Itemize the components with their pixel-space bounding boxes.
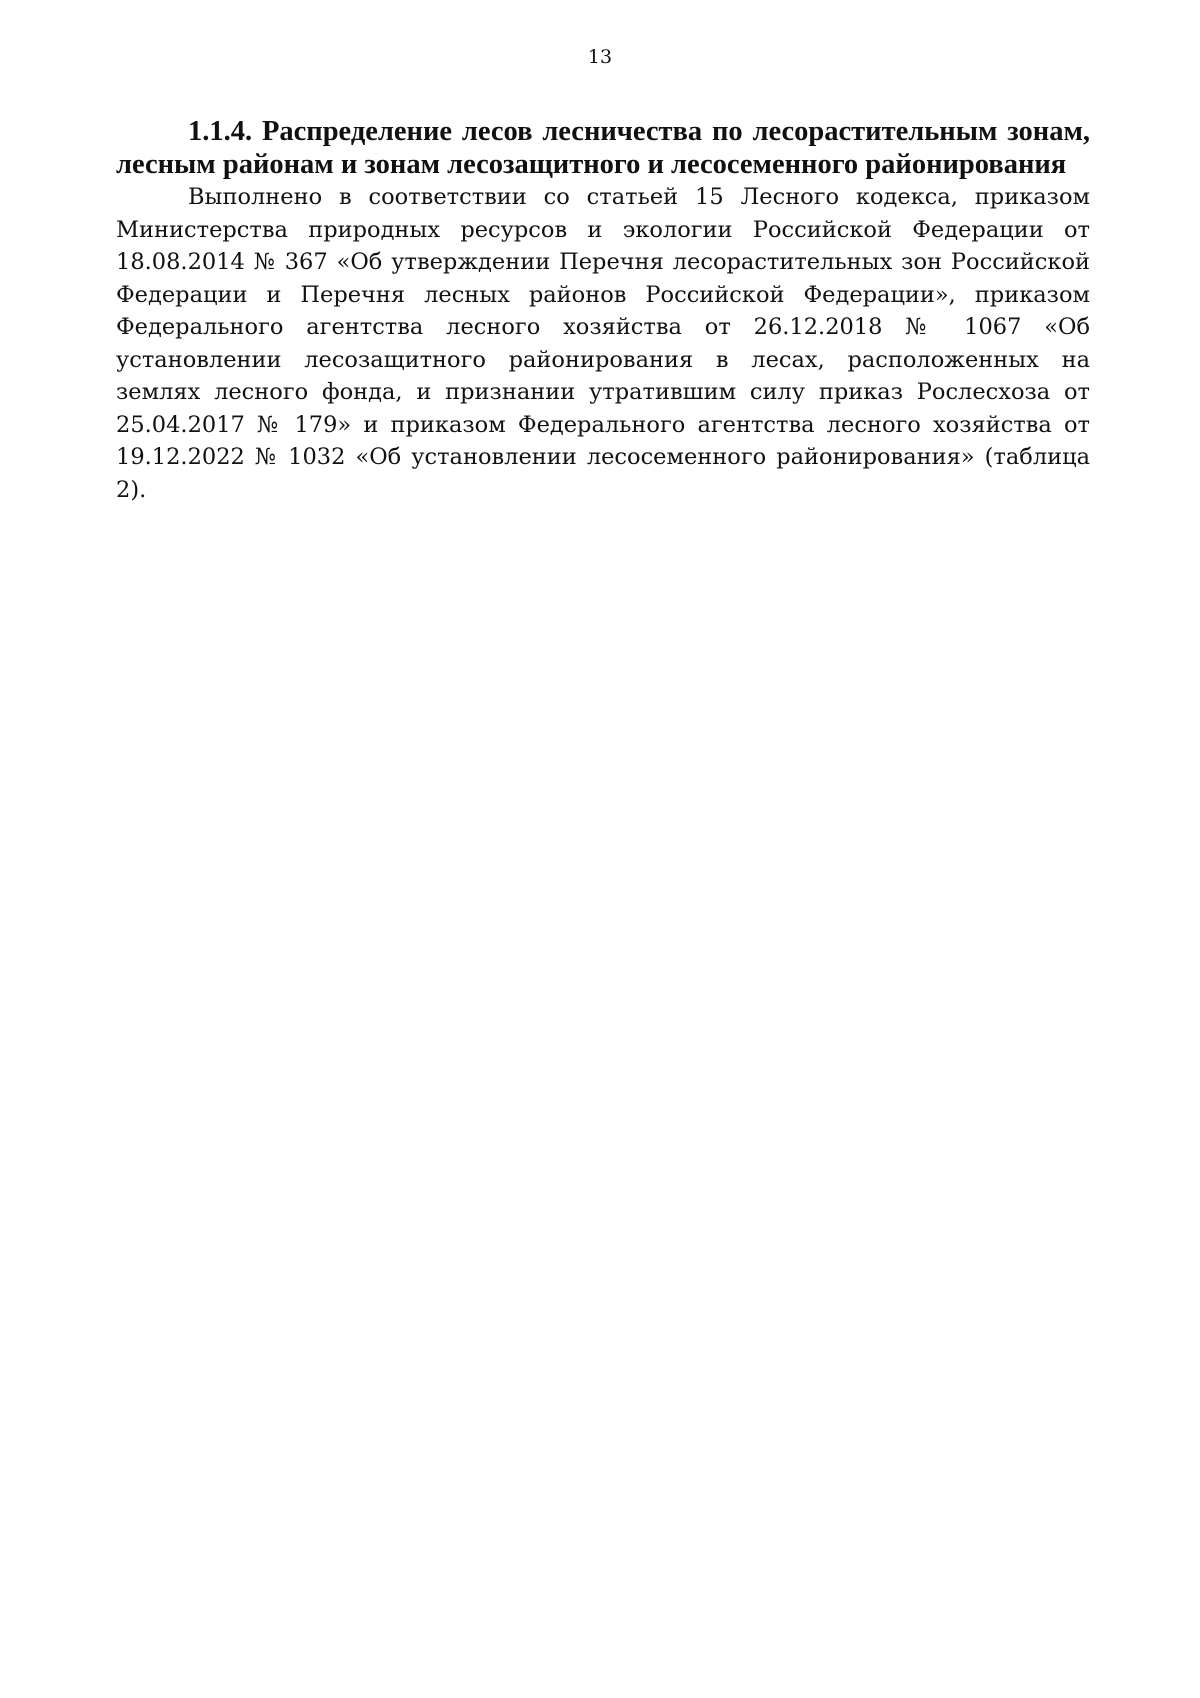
section-heading: 1.1.4. Распределение лесов лесничества по лесорастительным зонам, лесным районам и зонам лесозащитного и лесосеменного районирования xyxy=(116,116,1090,180)
page-number: 13 xyxy=(587,46,613,68)
section-content xyxy=(116,115,1090,506)
section-paragraph: Выполнено в соответствии со статьей 15 Лесного кодекса, приказом Министерства природных ресурсов и экологии Российской Федерации от 18.08.2014 № 367 «Об утверждении Перечня лесорастительных зон Российской Федерации и Перечня лесных районов Российской Федерации», приказом Федерального агентства лесного хозяйства от 26.12.2018 № 1067 «Об установлении лесозащитного районирования в лесах, расположенных на землях лесного фонда, и признании утратившим силу приказ Рослесхоза от 25.04.2017 № 179» и приказом Федерального агентства лесного хозяйства от 19.12.2022 № 1032 «Об установлении лесосеменного районирования» (таблица 2). xyxy=(116,184,1090,503)
